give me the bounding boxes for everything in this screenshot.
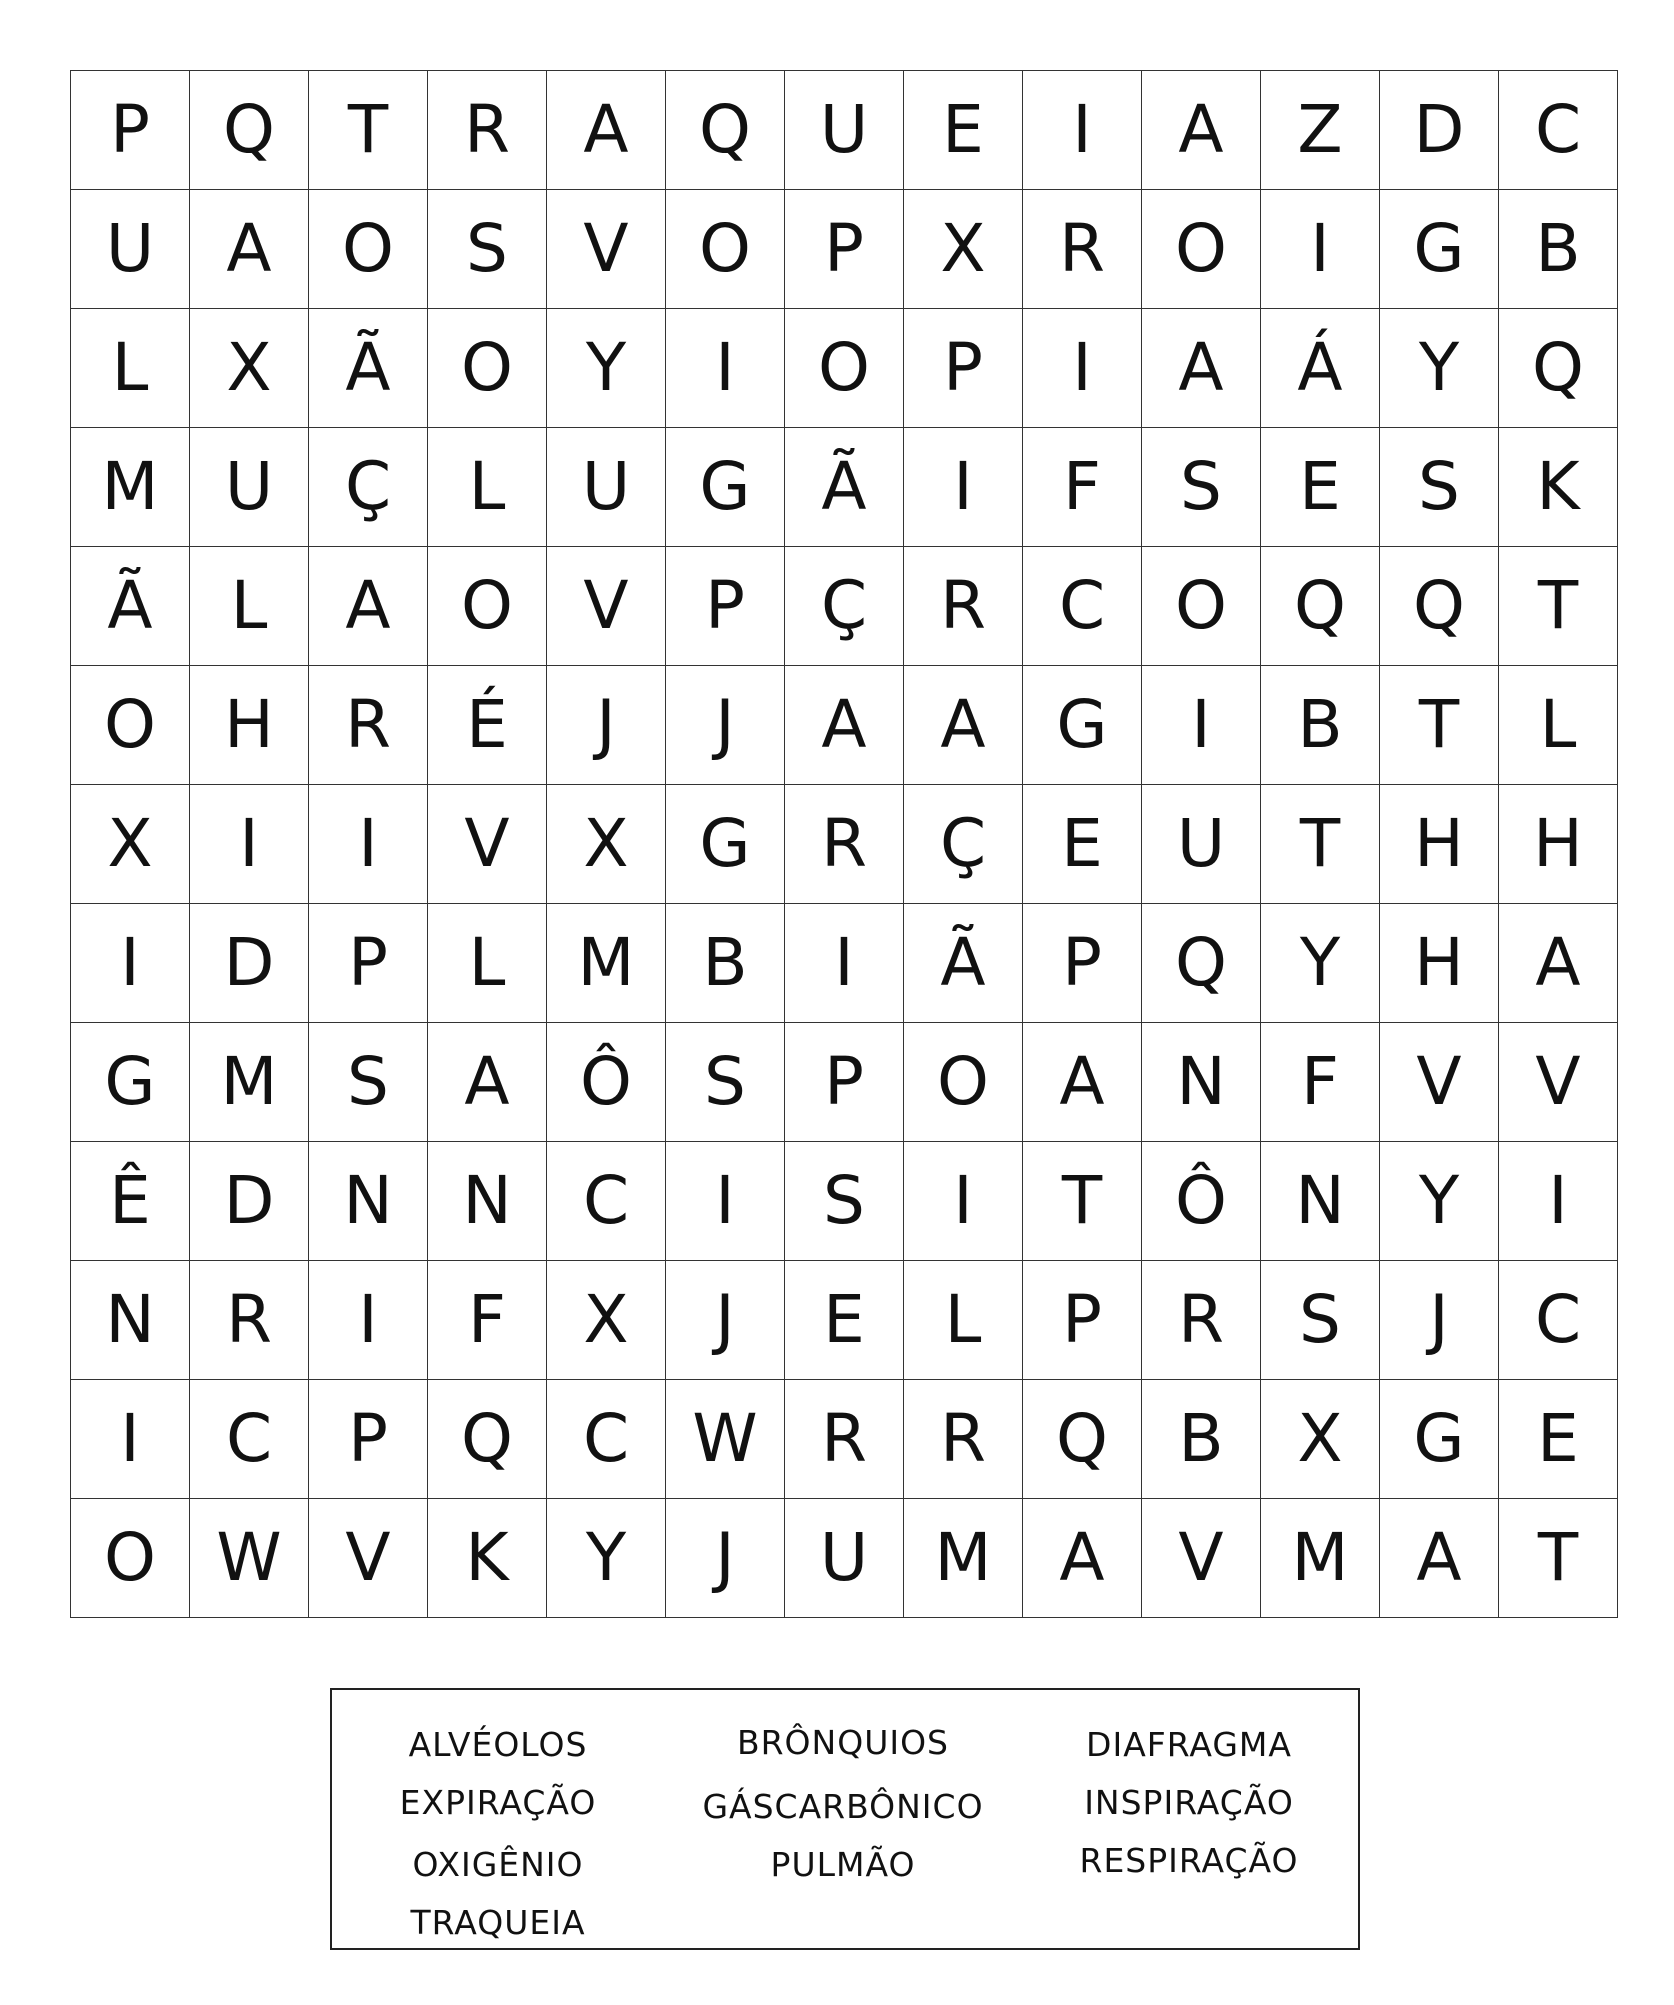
grid-cell[interactable]: E (1499, 1380, 1618, 1499)
grid-cell[interactable]: S (1142, 428, 1261, 547)
grid-cell[interactable]: I (309, 785, 428, 904)
grid-cell[interactable]: X (190, 309, 309, 428)
grid-cell[interactable]: H (1380, 904, 1499, 1023)
grid-cell[interactable]: I (309, 1261, 428, 1380)
grid-cell[interactable]: V (547, 190, 666, 309)
grid-cell[interactable]: L (428, 428, 547, 547)
grid-cell[interactable]: B (1142, 1380, 1261, 1499)
grid-cell[interactable]: C (1499, 1261, 1618, 1380)
letter-grid (70, 70, 1618, 1618)
grid-cell[interactable]: S (666, 1023, 785, 1142)
grid-cell[interactable]: K (1499, 428, 1618, 547)
grid-cell[interactable]: J (666, 666, 785, 785)
grid-cell[interactable]: T (1023, 1142, 1142, 1261)
grid-cell[interactable]: A (785, 666, 904, 785)
grid-cell[interactable]: G (666, 785, 785, 904)
grid-cell[interactable]: E (904, 71, 1023, 190)
grid-cell[interactable]: V (1380, 1023, 1499, 1142)
grid-cell[interactable]: K (428, 1499, 547, 1618)
grid-cell[interactable]: N (1261, 1142, 1380, 1261)
grid-cell[interactable]: R (1023, 190, 1142, 309)
grid-cell[interactable]: U (1142, 785, 1261, 904)
grid-cell[interactable]: F (1023, 428, 1142, 547)
grid-cell[interactable]: A (1380, 1499, 1499, 1618)
grid-cell[interactable]: I (785, 904, 904, 1023)
grid-cell[interactable]: U (785, 1499, 904, 1618)
grid-cell[interactable]: V (1499, 1023, 1618, 1142)
grid-cell[interactable]: I (666, 1142, 785, 1261)
grid-cell[interactable]: Q (1499, 309, 1618, 428)
grid-cell[interactable]: L (904, 1261, 1023, 1380)
grid-cell[interactable]: Y (547, 1499, 666, 1618)
grid-cell[interactable]: V (428, 785, 547, 904)
grid-cell[interactable]: J (666, 1499, 785, 1618)
word-item: GÁSCARBÔNICO (702, 1787, 984, 1826)
grid-cell[interactable]: C (190, 1380, 309, 1499)
grid-cell[interactable]: M (1261, 1499, 1380, 1618)
grid-cell[interactable]: Ã (309, 309, 428, 428)
word-item: DIAFRAGMA (1086, 1725, 1292, 1764)
grid-cell[interactable]: Ã (71, 547, 190, 666)
grid-cell[interactable]: Y (1380, 309, 1499, 428)
grid-cell[interactable]: G (1380, 190, 1499, 309)
grid-cell[interactable]: J (1380, 1261, 1499, 1380)
grid-cell[interactable]: S (785, 1142, 904, 1261)
grid-cell[interactable]: Q (1380, 547, 1499, 666)
grid-cell[interactable]: X (1261, 1380, 1380, 1499)
grid-cell[interactable]: V (1142, 1499, 1261, 1618)
grid-cell[interactable]: M (71, 428, 190, 547)
grid-cell[interactable]: I (1142, 666, 1261, 785)
grid-cell[interactable]: A (547, 71, 666, 190)
grid-cell[interactable]: P (71, 71, 190, 190)
grid-cell[interactable]: P (666, 547, 785, 666)
grid-cell[interactable]: T (1380, 666, 1499, 785)
grid-cell[interactable]: Q (1023, 1380, 1142, 1499)
grid-cell[interactable]: H (1380, 785, 1499, 904)
grid-cell[interactable]: B (1261, 666, 1380, 785)
grid-cell[interactable]: Ç (785, 547, 904, 666)
grid-cell[interactable]: I (71, 904, 190, 1023)
grid-cell[interactable]: I (666, 309, 785, 428)
word-item: INSPIRAÇÃO (1084, 1783, 1294, 1822)
word-item: OXIGÊNIO (412, 1845, 584, 1884)
grid-cell[interactable]: P (785, 1023, 904, 1142)
grid-cell[interactable]: U (785, 71, 904, 190)
grid-cell[interactable]: A (904, 666, 1023, 785)
word-item: TRAQUEIA (410, 1903, 586, 1942)
grid-cell[interactable]: W (190, 1499, 309, 1618)
grid-cell[interactable]: Ç (309, 428, 428, 547)
grid-cell[interactable]: R (190, 1261, 309, 1380)
grid-cell[interactable]: F (1261, 1023, 1380, 1142)
grid-cell[interactable]: E (1023, 785, 1142, 904)
grid-cell[interactable]: N (1142, 1023, 1261, 1142)
grid-cell[interactable]: B (666, 904, 785, 1023)
word-item: BRÔNQUIOS (736, 1723, 950, 1762)
grid-cell[interactable]: D (1380, 71, 1499, 190)
grid-cell[interactable]: N (428, 1142, 547, 1261)
grid-cell[interactable]: X (71, 785, 190, 904)
grid-cell[interactable]: L (71, 309, 190, 428)
grid-cell[interactable]: Ê (71, 1142, 190, 1261)
grid-cell[interactable]: I (904, 1142, 1023, 1261)
grid-cell[interactable]: P (785, 190, 904, 309)
grid-cell[interactable]: I (1023, 309, 1142, 428)
grid-cell[interactable]: A (1023, 1499, 1142, 1618)
grid-cell[interactable]: M (190, 1023, 309, 1142)
grid-cell[interactable]: C (1499, 71, 1618, 190)
grid-cell[interactable]: I (1023, 71, 1142, 190)
grid-cell[interactable]: A (190, 190, 309, 309)
grid-cell[interactable]: I (1261, 190, 1380, 309)
grid-cell[interactable]: C (547, 1142, 666, 1261)
grid-cell[interactable]: L (190, 547, 309, 666)
grid-cell[interactable]: X (547, 1261, 666, 1380)
grid-cell[interactable]: O (785, 309, 904, 428)
grid-cell[interactable]: O (71, 1499, 190, 1618)
grid-cell[interactable]: E (785, 1261, 904, 1380)
grid-cell[interactable]: U (71, 190, 190, 309)
grid-cell[interactable]: I (190, 785, 309, 904)
grid-cell[interactable]: Á (1261, 309, 1380, 428)
grid-cell[interactable]: T (1499, 547, 1618, 666)
grid-cell[interactable]: E (1261, 428, 1380, 547)
grid-cell[interactable]: Y (547, 309, 666, 428)
word-item: ALVÉOLOS (408, 1725, 588, 1764)
grid-cell[interactable]: Y (1380, 1142, 1499, 1261)
grid-cell[interactable]: Ã (904, 904, 1023, 1023)
grid-cell[interactable]: R (785, 785, 904, 904)
grid-cell[interactable]: D (190, 1142, 309, 1261)
grid-cell[interactable]: Ç (904, 785, 1023, 904)
grid-cell[interactable]: A (1499, 904, 1618, 1023)
grid-cell[interactable]: G (1023, 666, 1142, 785)
word-item: PULMÃO (770, 1845, 916, 1884)
grid-cell[interactable]: R (785, 1380, 904, 1499)
grid-cell[interactable]: O (71, 666, 190, 785)
grid-cell[interactable]: R (1142, 1261, 1261, 1380)
grid-cell[interactable]: A (1142, 309, 1261, 428)
grid-cell[interactable]: L (428, 904, 547, 1023)
grid-cell[interactable]: É (428, 666, 547, 785)
grid-cell[interactable]: R (309, 666, 428, 785)
grid-cell[interactable]: Q (1142, 904, 1261, 1023)
grid-cell[interactable]: I (904, 428, 1023, 547)
grid-cell[interactable]: A (309, 547, 428, 666)
grid-cell[interactable]: B (1499, 190, 1618, 309)
grid-cell[interactable]: M (904, 1499, 1023, 1618)
word-list-box (330, 1688, 1360, 1950)
grid-cell[interactable]: X (547, 785, 666, 904)
grid-cell[interactable]: N (71, 1261, 190, 1380)
grid-cell[interactable]: R (904, 1380, 1023, 1499)
word-item: EXPIRAÇÃO (399, 1783, 597, 1822)
grid-cell[interactable]: O (1142, 190, 1261, 309)
grid-cell[interactable]: A (1023, 1023, 1142, 1142)
grid-cell[interactable]: L (1499, 666, 1618, 785)
grid-cell[interactable]: C (1023, 547, 1142, 666)
word-item: RESPIRAÇÃO (1079, 1841, 1299, 1880)
grid-cell[interactable]: J (666, 1261, 785, 1380)
grid-cell[interactable]: T (309, 71, 428, 190)
grid-cell[interactable]: T (1261, 785, 1380, 904)
grid-cell[interactable]: P (904, 309, 1023, 428)
grid-cell[interactable]: O (904, 1023, 1023, 1142)
grid-cell[interactable]: G (1380, 1380, 1499, 1499)
grid-cell[interactable]: O (309, 190, 428, 309)
grid-cell[interactable]: A (428, 1023, 547, 1142)
grid-cell[interactable]: W (666, 1380, 785, 1499)
grid-cell[interactable]: Y (1261, 904, 1380, 1023)
grid-cell[interactable]: Q (190, 71, 309, 190)
grid-cell[interactable]: S (1261, 1261, 1380, 1380)
grid-cell[interactable]: O (428, 309, 547, 428)
grid-cell[interactable]: C (547, 1380, 666, 1499)
grid-cell[interactable]: G (666, 428, 785, 547)
grid-cell[interactable]: Z (1261, 71, 1380, 190)
grid-cell[interactable]: S (428, 190, 547, 309)
grid-cell[interactable]: S (309, 1023, 428, 1142)
grid-cell[interactable]: P (1023, 1261, 1142, 1380)
grid-cell[interactable]: M (547, 904, 666, 1023)
grid-cell[interactable]: U (190, 428, 309, 547)
grid-cell[interactable]: V (547, 547, 666, 666)
grid-cell[interactable]: P (309, 1380, 428, 1499)
grid-cell[interactable]: X (904, 190, 1023, 309)
grid-cell[interactable]: D (190, 904, 309, 1023)
grid-cell[interactable]: O (666, 190, 785, 309)
grid-cell[interactable]: J (547, 666, 666, 785)
grid-cell[interactable]: R (428, 71, 547, 190)
grid-cell[interactable]: I (1499, 1142, 1618, 1261)
grid-cell[interactable]: H (1499, 785, 1618, 904)
grid-cell[interactable]: F (428, 1261, 547, 1380)
grid-cell[interactable]: G (71, 1023, 190, 1142)
grid-cell[interactable]: P (309, 904, 428, 1023)
grid-cell[interactable]: O (1142, 547, 1261, 666)
grid-cell[interactable]: N (309, 1142, 428, 1261)
grid-cell[interactable]: U (547, 428, 666, 547)
grid-cell[interactable]: Ô (547, 1023, 666, 1142)
grid-cell[interactable]: Q (1261, 547, 1380, 666)
grid-cell[interactable]: I (71, 1380, 190, 1499)
grid-cell[interactable]: H (190, 666, 309, 785)
grid-cell[interactable]: Q (666, 71, 785, 190)
grid-cell[interactable]: T (1499, 1499, 1618, 1618)
grid-cell[interactable]: R (904, 547, 1023, 666)
grid-cell[interactable]: Ã (785, 428, 904, 547)
grid-cell[interactable]: O (428, 547, 547, 666)
grid-cell[interactable]: V (309, 1499, 428, 1618)
grid-cell[interactable]: A (1142, 71, 1261, 190)
grid-cell[interactable]: Q (428, 1380, 547, 1499)
grid-cell[interactable]: S (1380, 428, 1499, 547)
grid-cell[interactable]: Ô (1142, 1142, 1261, 1261)
grid-cell[interactable]: P (1023, 904, 1142, 1023)
